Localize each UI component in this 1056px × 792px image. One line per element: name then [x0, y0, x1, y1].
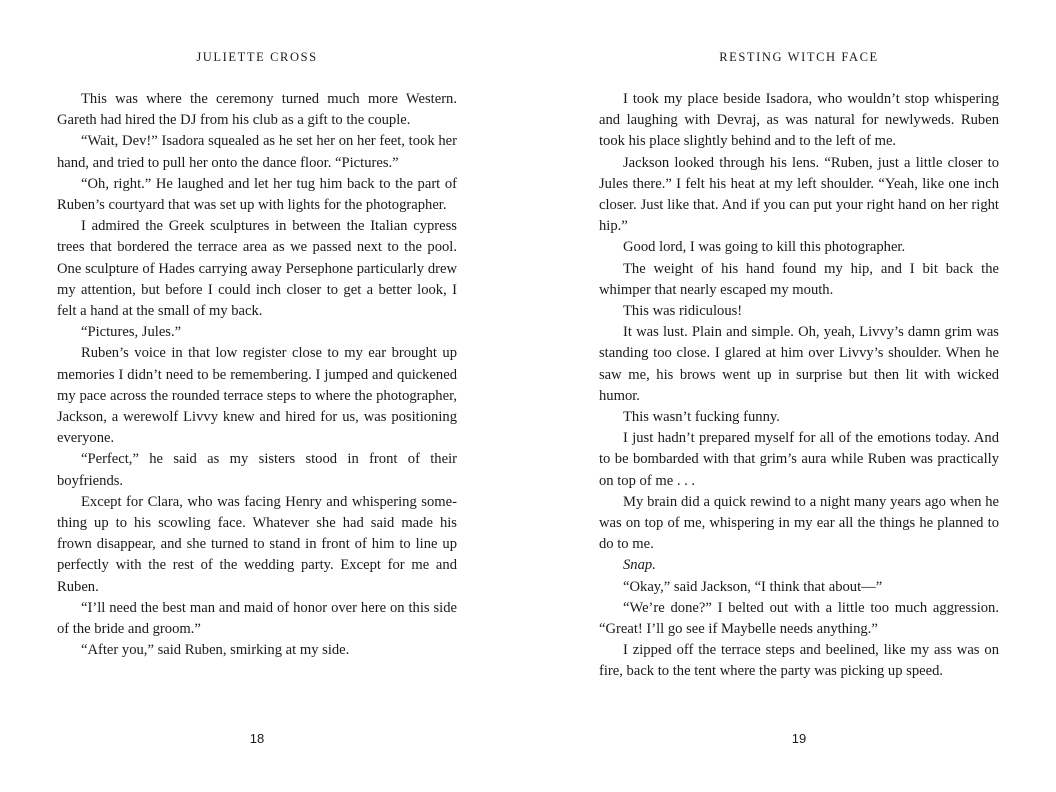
- paragraph: Good lord, I was going to kill this photographer.: [623, 239, 906, 256]
- paragraph: I admired the Greek sculptures in between the Italian cypress trees that bordered the terrace area as we passed next to the pool. One sculpture of Hades carrying away Persephone particularly drew my attention, but before I could inch closer to get a better look, I felt a hand at the small of my back.: [57, 218, 457, 320]
- paragraph: Ruben’s voice in that low register close to my ear brought up memories I didn’t need to be remembering. I jumped and quickened my pace across the rounded terrace steps to where the photographer, Jackson, a werewolf Livvy knew and hired for us, was positioning everyone.: [57, 345, 457, 447]
- paragraph: “Oh, right.” He laughed and let her tug him back to the part of Ruben’s courtyard that was set up with lights for the photographer.: [57, 175, 457, 214]
- paragraph: This was ridiculous!: [623, 303, 743, 320]
- page-number: 18: [249, 731, 265, 746]
- paragraph: “Pictures, Jules.”: [81, 324, 182, 341]
- paragraph: It was lust. Plain and simple. Oh, yeah, Livvy’s damn grim was standing too close. I glared at him over Livvy’s shoulder. When he saw me, his brows went up in surprise but then lit with wicked humor.: [599, 324, 999, 404]
- right-page-body: [599, 89, 999, 683]
- left-page: [57, 0, 457, 792]
- paragraph: “Wait, Dev!” Isadora squealed as he set her on her feet, took her hand, and tried to pull her onto the dance floor. “Pictures.”: [57, 133, 457, 171]
- paragraph: My brain did a quick rewind to a night many years ago when he was on top of me, whispering in my ear all the things he planned to do to me.: [599, 493, 999, 553]
- paragraph: This wasn’t fucking funny.: [623, 409, 780, 426]
- paragraph: “We’re done?” I belted out with a little too much aggression. “Great! I’ll go see if Maybelle needs anything.”: [599, 599, 999, 638]
- paragraph: “After you,” said Ruben, smirking at my side.: [81, 642, 350, 659]
- paragraph: I just hadn’t prepared myself for all of the emotions today. And to be bombarded with that grim’s aura while Ruben was practically on top of me . . .: [599, 430, 999, 489]
- page-number: 19: [791, 731, 807, 746]
- paragraph: Except for Clara, who was facing Henry and whispering something up to his scowling face. Whatever she had said made his frown disappear, and she turned to stand in front of him to line up perfectly with the rest of the wedding party. Except for me and Ruben.: [57, 493, 457, 595]
- paragraph: I took my place beside Isadora, who wouldn’t stop whispering and laughing with Devraj, as was natural for newlyweds. Ruben took his place slightly behind and to the left of me.: [599, 91, 999, 150]
- left-page-body: [57, 89, 457, 661]
- right-page: [599, 0, 999, 792]
- paragraph: “I’ll need the best man and maid of honor over here on this side of the bride and groom.”: [57, 599, 457, 638]
- paragraph: The weight of his hand found my hip, and I bit back the whimper that nearly escaped my mouth.: [599, 260, 999, 298]
- paragraph: I zipped off the terrace steps and beelined, like my ass was on fire, back to the tent where the party was picking up speed.: [599, 642, 999, 680]
- running-head-author: JULIETTE CROSS: [196, 50, 318, 64]
- paragraph: This was where the ceremony turned much more Western. Gareth had hired the DJ from his club as a gift to the couple.: [57, 91, 457, 129]
- paragraph: Snap.: [623, 557, 656, 574]
- paragraph: “Perfect,” he said as my sisters stood in front of their boyfriends.: [57, 451, 457, 489]
- paragraph: Jackson looked through his lens. “Ruben, just a little closer to Jules there.” I felt his heat at my left shoulder. “Yeah, like one inch closer. Just like that. And if you can put your right hand on her right hip.”: [599, 154, 999, 235]
- paragraph: “Okay,” said Jackson, “I think that about—”: [623, 578, 883, 595]
- running-head-title: RESTING WITCH FACE: [719, 50, 879, 64]
